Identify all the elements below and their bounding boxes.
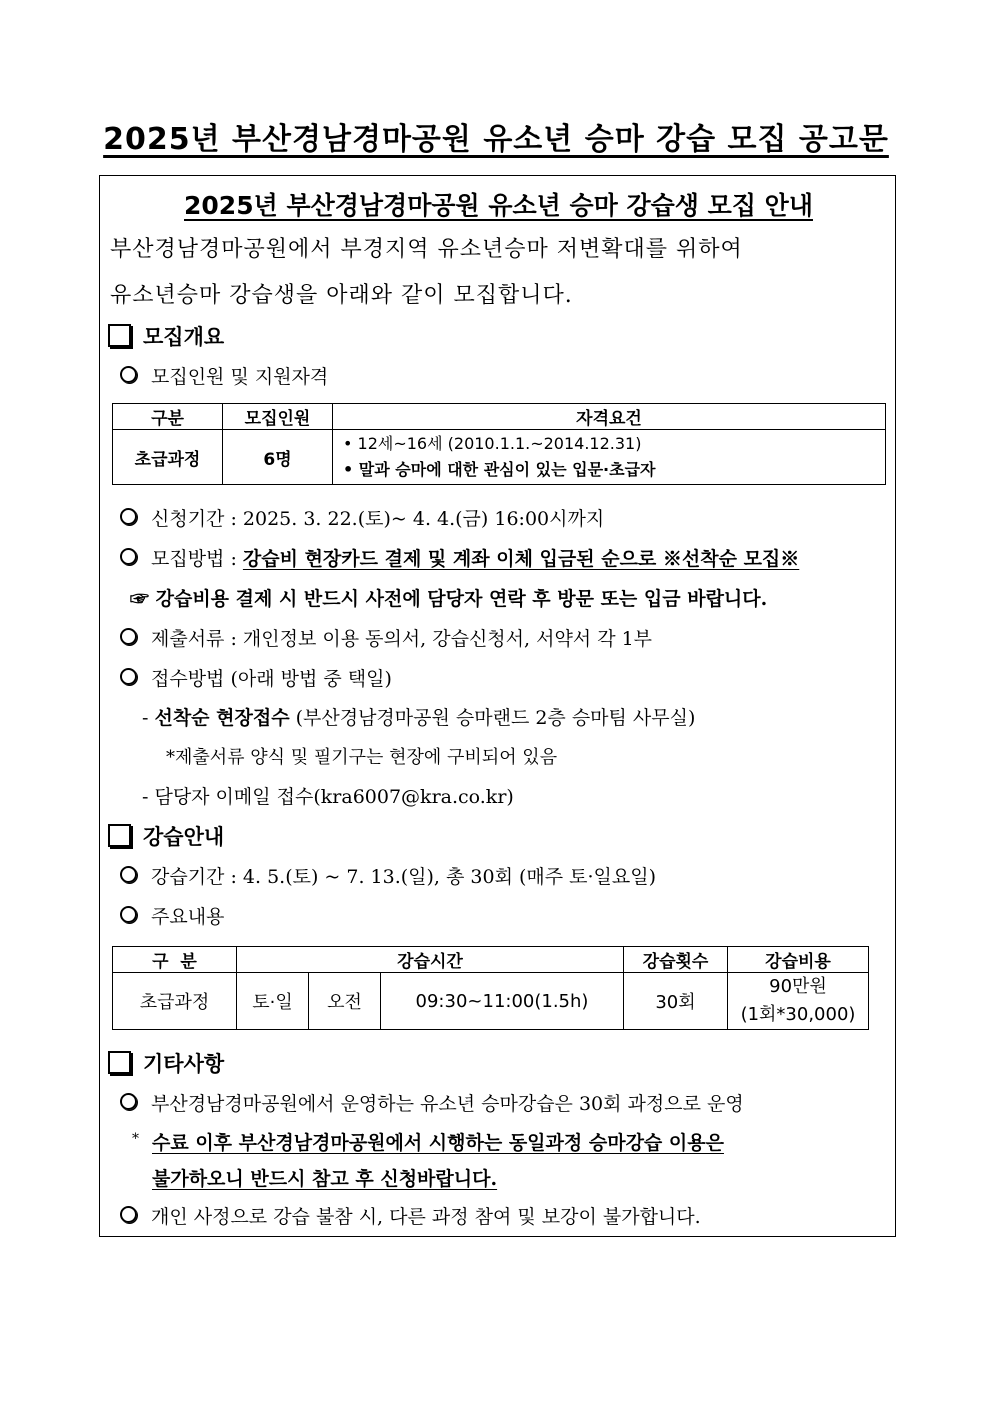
table-header: 강습비용 [728,947,869,973]
table-header: 강습횟수 [624,947,728,973]
table-header-row [113,947,869,973]
table-header: 구분 [113,404,223,430]
section-recruit-heading: 모집개요 [108,321,224,351]
circle-bullet-icon [120,508,137,525]
section-other-heading: 기타사항 [108,1048,224,1078]
item-lesson-period: 강습기간 : 4. 5.(토) ~ 7. 13.(일), 총 30회 (매주 토·일요일) [120,862,656,889]
table-cell-time: 09:30~11:00(1.5h) [381,973,624,1030]
circle-bullet-icon [120,628,137,645]
table-cell-days: 토·일 [237,973,309,1030]
requirement-level: • 말과 승마에 대한 관심이 있는 입문·초급자 [343,460,656,479]
circle-bullet-icon [120,548,137,565]
item-eligibility: 모집인원 및 지원자격 [120,362,328,389]
note-mark: * [132,1131,139,1147]
item-other-2: 개인 사정으로 강습 불참 시, 다른 과정 참여 및 보강이 불가합니다. [120,1202,701,1229]
note-line-2: 불가하오니 반드시 참고 후 신청바랍니다. [152,1168,498,1190]
table-row [113,973,869,1030]
checkbox-square-icon [108,1051,131,1074]
section-lesson-heading: 강습안내 [108,821,224,851]
receipt-email: - 담당자 이메일 접수(kra6007@kra.co.kr) [142,786,514,808]
table-cell-cost [728,973,869,1030]
eligibility-table [112,403,886,485]
item-recruit-method: 모집방법 : 강습비 현장카드 결제 및 계좌 이체 입금된 순으로 ※선착순 모집※ [120,544,799,571]
table-cell-category: 초급과정 [113,430,223,485]
receipt-onsite: - 선착순 현장접수 (부산경남경마공원 승마랜드 2층 승마팀 사무실) [142,707,696,729]
circle-bullet-icon [120,1093,137,1110]
item-documents: 제출서류 : 개인정보 이용 동의서, 강습신청서, 서약서 각 1부 [120,624,652,651]
requirement-age: • 12세~16세 (2010.1.1.~2014.12.31) [343,434,642,453]
table-cell-count: 30회 [624,973,728,1030]
table-header: 모집인원 [223,404,333,430]
table-header: 자격요건 [333,404,886,430]
page-title: 2025년 부산경남경마공원 유소년 승마 강습 모집 공고문 [103,122,889,157]
table-header: 강습시간 [237,947,624,973]
cost-total: 90만원 [769,976,827,997]
item-application-period: 신청기간 : 2025. 3. 22.(토)~ 4. 4.(금) 16:00시까지 [120,504,604,531]
table-cell-count: 6명 [223,430,333,485]
circle-bullet-icon [120,366,137,383]
payment-notice: ☞ 강습비용 결제 시 반드시 사전에 담당자 연락 후 방문 또는 입금 바랍니다. [130,588,768,610]
item-receipt-method: 접수방법 (아래 방법 중 택일) [120,664,392,691]
table-cell-session: 오전 [309,973,381,1030]
checkbox-square-icon [108,324,131,347]
cost-per-session: (1회*30,000) [740,1004,856,1025]
item-main-content: 주요내용 [120,902,224,929]
receipt-onsite-note: *제출서류 양식 및 필기구는 현장에 구비되어 있음 [166,747,558,768]
table-header-row [113,404,886,430]
circle-bullet-icon [120,1206,137,1223]
notice-frame [99,175,896,1237]
notice-title: 2025년 부산경남경마공원 유소년 승마 강습생 모집 안내 [184,191,813,220]
table-cell-requirements [333,430,886,485]
table-cell-category: 초급과정 [113,973,237,1030]
intro-line-1: 부산경남경마공원에서 부경지역 유소년승마 저변확대를 위하여 [110,237,743,262]
circle-bullet-icon [120,906,137,923]
item-other-1: 부산경남경마공원에서 운영하는 유소년 승마강습은 30회 과정으로 운영 [120,1089,744,1116]
table-row [113,430,886,485]
lesson-table [112,946,869,1030]
circle-bullet-icon [120,668,137,685]
table-header: 구 분 [113,947,237,973]
circle-bullet-icon [120,866,137,883]
note-line-1: 수료 이후 부산경남경마공원에서 시행하는 동일과정 승마강습 이용은 [152,1132,724,1154]
intro-line-2: 유소년승마 강습생을 아래와 같이 모집합니다. [110,283,573,308]
checkbox-square-icon [108,824,131,847]
